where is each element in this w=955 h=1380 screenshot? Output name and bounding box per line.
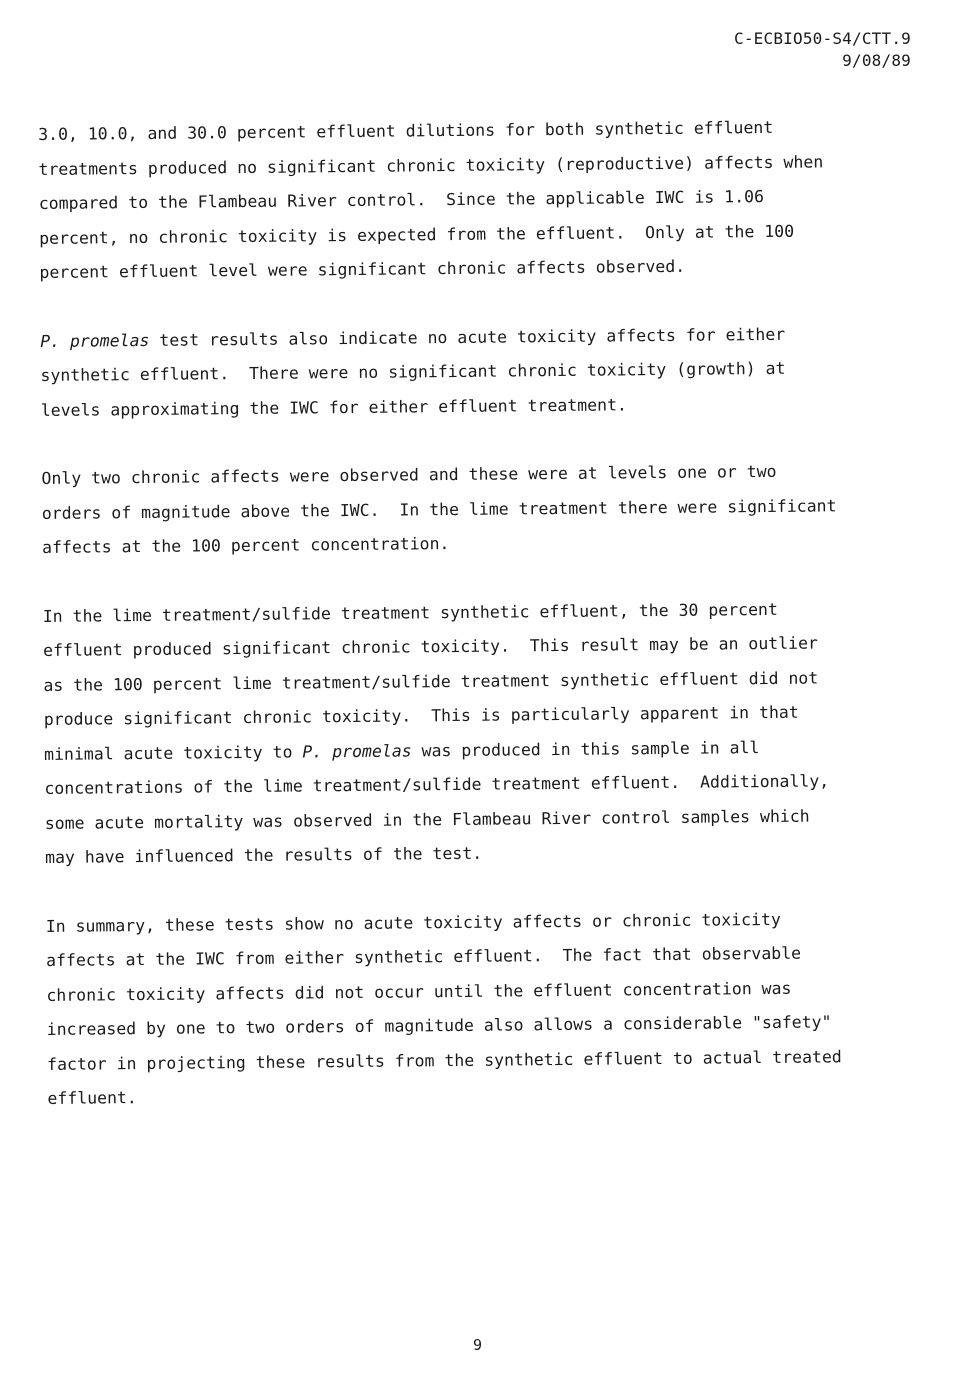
text-line: Only two chronic affects were observed and these were at levels one or two xyxy=(41,461,777,488)
text-line: percent, no chronic toxicity is expected from the effluent. Only at the 100 xyxy=(39,221,795,248)
text-line: chronic toxicity affects did not occur until the effluent concentration was xyxy=(46,978,792,1005)
paragraph-1 xyxy=(38,110,920,291)
text-line: as the 100 percent lime treatment/sulfide treatment synthetic effluent did not xyxy=(43,668,819,695)
paragraph-5 xyxy=(46,901,928,1116)
text-line: affects at the 100 percent concentration. xyxy=(42,534,450,557)
text-segment: test results also indicate no acute toxicity affects for either xyxy=(149,324,786,350)
paragraph-2 xyxy=(40,316,921,428)
document-date: 9/08/89 xyxy=(842,51,911,70)
text-line: produce significant chronic toxicity. This is particularly apparent in that xyxy=(43,702,799,729)
text-line: increased by one to two orders of magnitude also allows a considerable "safety" xyxy=(46,1012,832,1039)
text-line: effluent. xyxy=(47,1088,137,1108)
paragraph-3 xyxy=(41,454,922,566)
text-segment: minimal acute toxicity to xyxy=(44,741,303,764)
text-line: 3.0, 10.0, and 30.0 percent effluent dilutions for both synthetic effluent xyxy=(38,117,774,144)
document-header xyxy=(734,28,911,72)
text-line: percent effluent level were significant chronic affects observed. xyxy=(39,256,686,282)
text-line: orders of magnitude above the IWC. In the lime treatment there were significant xyxy=(41,495,837,523)
text-line: In summary, these tests show no acute toxicity affects or chronic toxicity xyxy=(45,909,781,936)
text-line: levels approximating the IWC for either effluent treatment. xyxy=(40,394,627,420)
text-line: concentrations of the lime treatment/sulfide treatment effluent. Additionally, xyxy=(44,771,830,798)
text-line: factor in projecting these results from the synthetic effluent to actual treated xyxy=(46,1046,842,1074)
text-segment: was produced in this sample in all xyxy=(411,737,760,760)
document-id: C-ECBIO50-S4/CTT.9 xyxy=(734,29,911,48)
species-name: P. promelas xyxy=(40,330,150,351)
text-line: some acute mortality was observed in the Flambeau River control samples which xyxy=(44,806,810,833)
text-line: In the lime treatment/sulfide treatment synthetic effluent, the 30 percent xyxy=(42,599,778,626)
body-text xyxy=(38,110,928,1151)
species-name: P. promelas xyxy=(302,740,412,761)
paragraph-4 xyxy=(43,591,926,875)
text-line: effluent produced significant chronic toxicity. This result may be an outlier xyxy=(43,633,819,660)
text-line: compared to the Flambeau River control. Since the applicable IWC is 1.06 xyxy=(38,187,765,213)
text-line: may have influenced the results of the test. xyxy=(45,843,483,867)
text-line: treatments produced no significant chronic toxicity (reproductive) affects when xyxy=(38,151,824,179)
page-number: 9 xyxy=(472,1336,483,1354)
text-line: synthetic effluent. There were no significant chronic toxicity (growth) at xyxy=(40,358,786,385)
text-line: affects at the IWC from either synthetic effluent. The fact that observable xyxy=(45,943,802,970)
